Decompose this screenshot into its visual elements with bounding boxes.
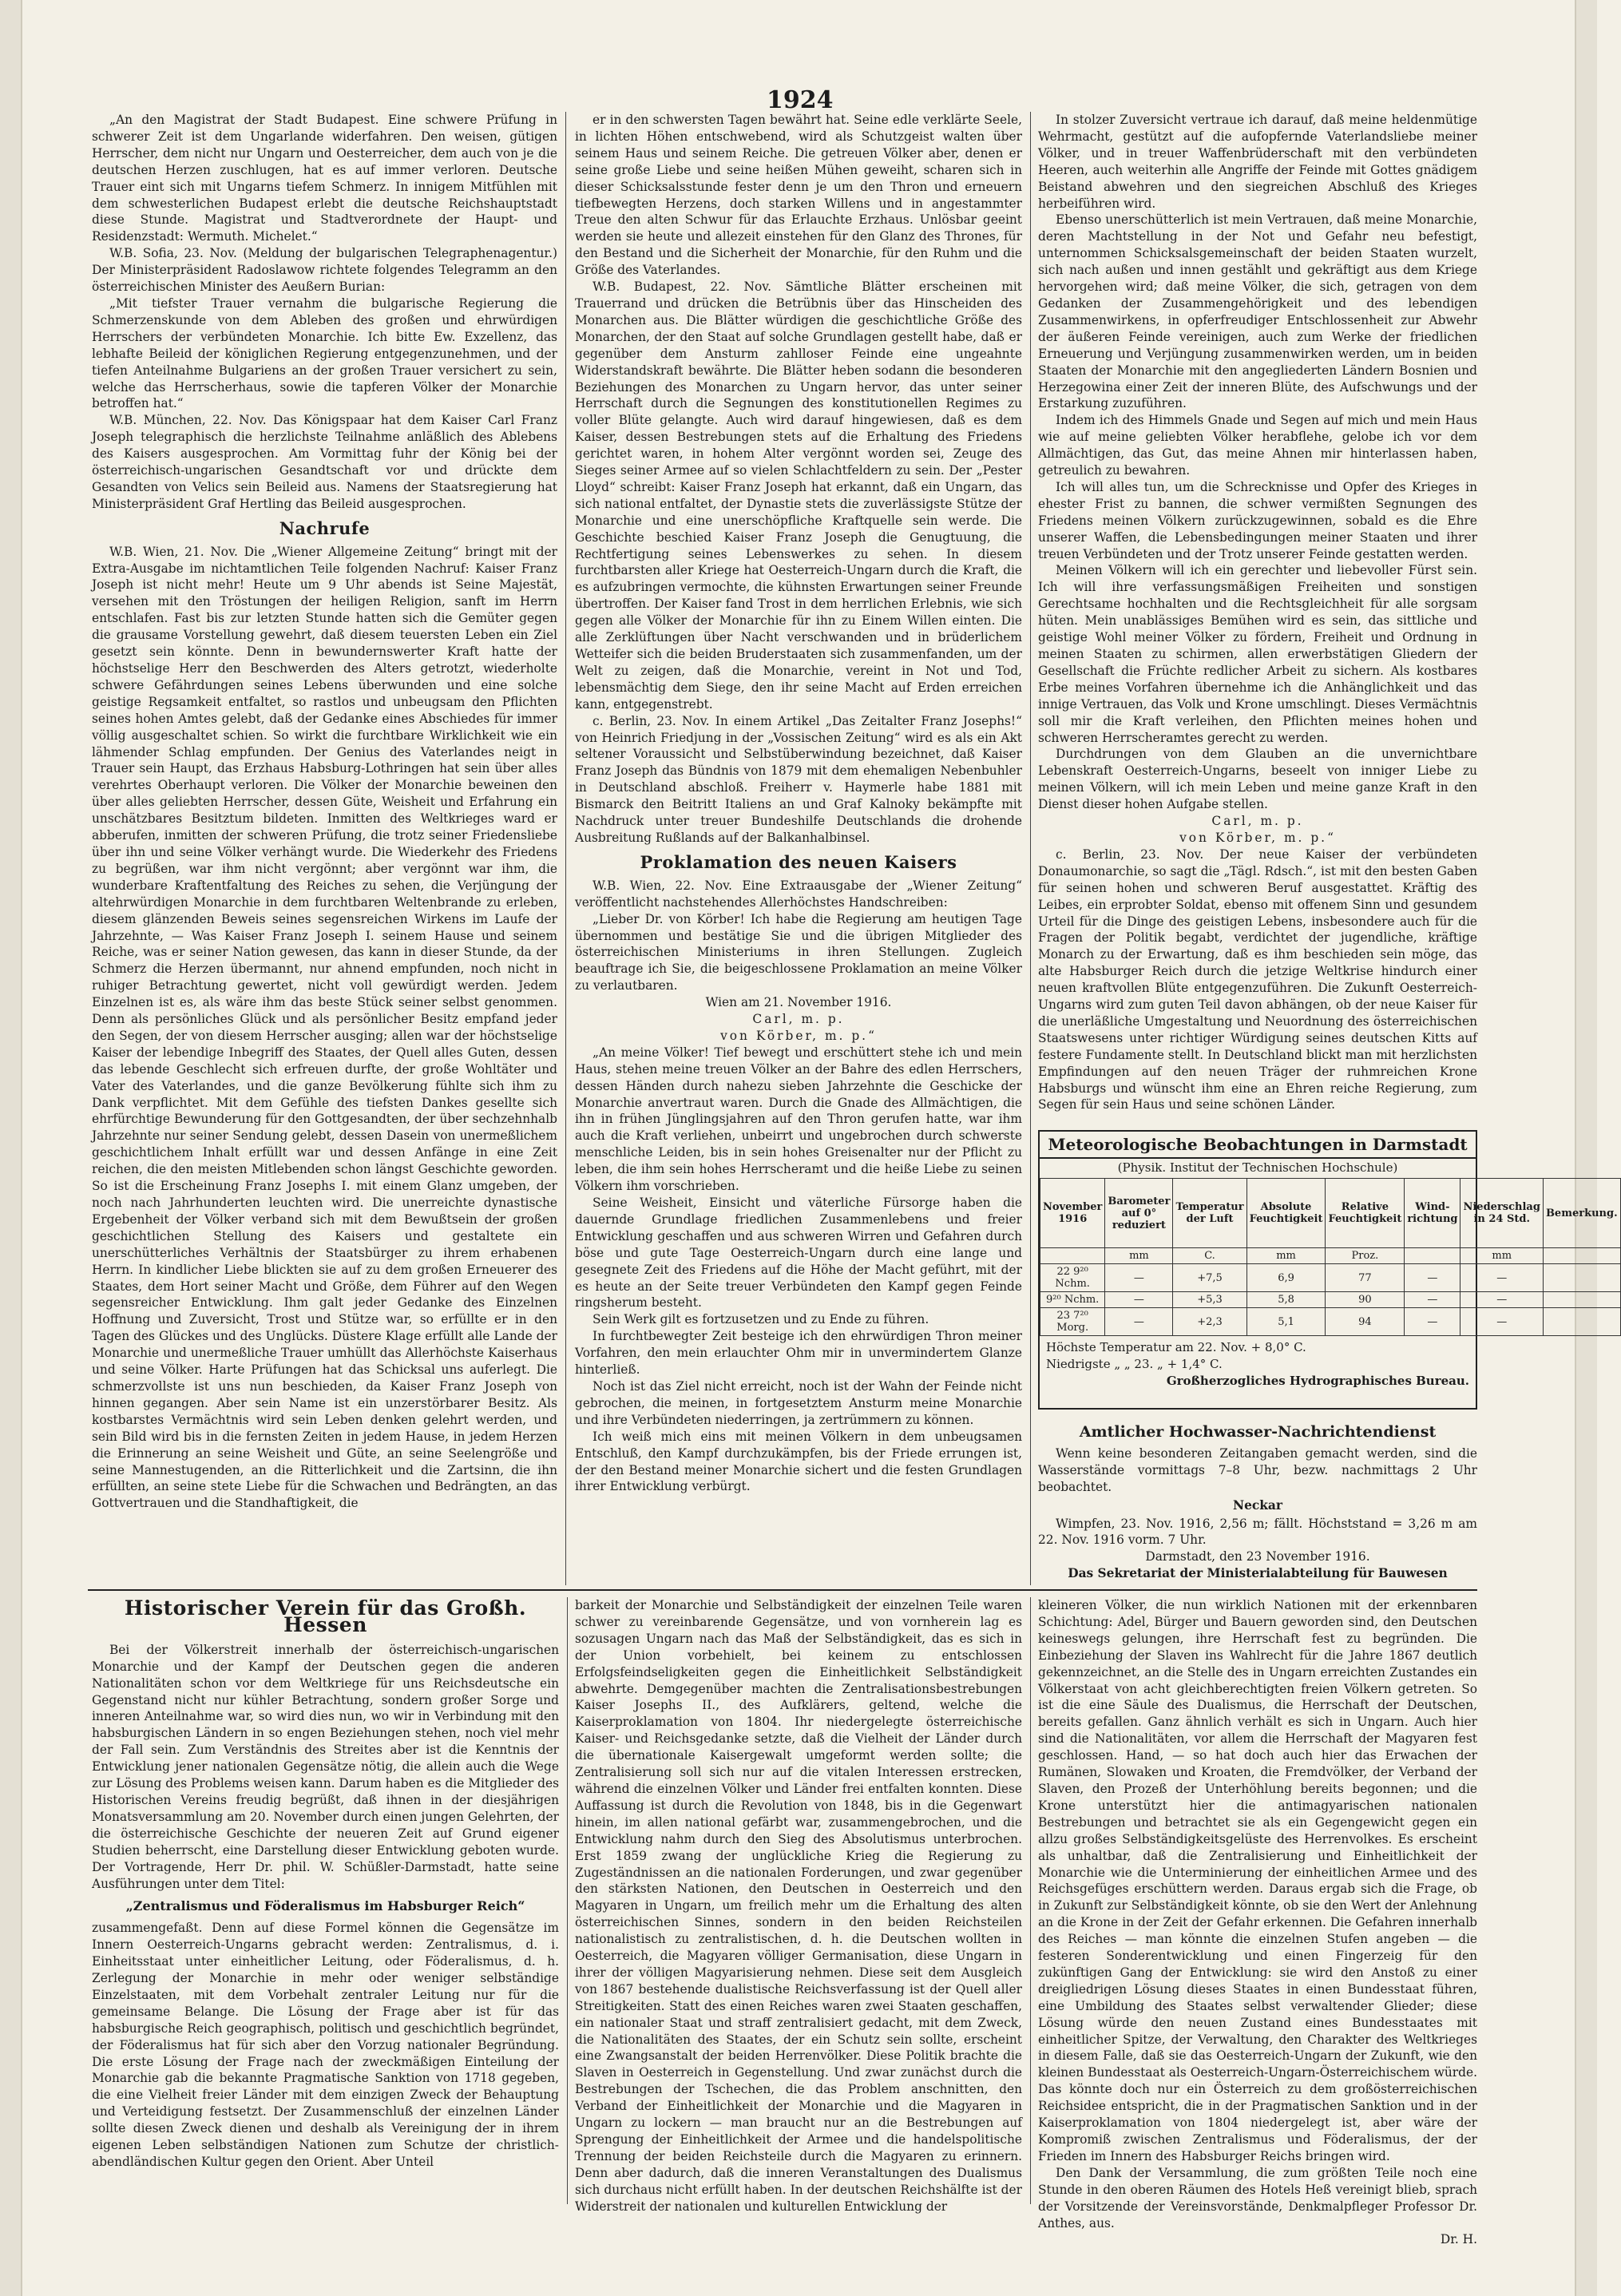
col-header: Temperatur der Luft bbox=[1173, 1179, 1246, 1248]
weather-table-header bbox=[1040, 1179, 1621, 1248]
weather-table bbox=[1040, 1178, 1621, 1336]
cell: +2,3 bbox=[1173, 1308, 1246, 1336]
article-paragraph: Bei der Völkerstreit innerhalb der österreichisch-ungarischen Monarchie und der Kampf der Deutschen gegen die anderen Nationalitäten schon vor dem Weltkriege für uns Reichsdeutsche ein Gegenstand nicht nur kühler Betrachtung, sondern großer Sorge und inneren Anteilnahme war, so wird dies nun, wo wir in Verbindung mit den habsburgischen Ländern in so engen Beziehungen stehen, noch viel mehr der Fall sein. Zum Verständnis des Streites aber ist die Kenntnis der Entwicklung jener nationalen Gegensätze nötig, die allein auch die Wege zur Lösung des Problems weisen kann. Darum haben es die Mitglieder des Historischen Vereins freudig begrüßt, daß ihnen in der diesjährigen Monatsversammlung am 20. November durch einen jungen Gelehrten, der die österreichische Geschichte der neueren Zeit auf Grund eigener Studien beherrscht, eine Darstellung dieser Entwicklung geboten wurde. Der Vortragende, Herr Dr. phil. W. Schüßler-Darmstadt, hatte seine Ausführungen unter dem Titel: bbox=[92, 1642, 559, 1891]
article-paragraph: barkeit der Monarchie und Selbständigkeit der einzelnen Teile waren schwer zu vereinbarende Gegensätze, und von vornherein lag es sozusagen Ungarn nach das Maß der Selbständigkeit, das es sich in der Union vorbehielt, bei keinem zu entschlossen Erfolgsfeindseligkeiten gegen die Einheitlichkeit Selbständigkeit abwehrte. Demgegenüber machten die Zentralisationsbestrebungen Kaiser Josephs II., des Aufklärers, geltend, welche die Kaiserproklamation von 1804. Ihr niedergelegte österreichische Kaiser- und Reichsgedanke setzte, daß die Vielheit der Länder durch die übernationale Kaisergewalt umgeformt werden sollte; die Zentralisierung soll sich nur auf die vitalen Interessen erstrecken, während die einzelnen Völker und Länder frei entfalten konnten. Diese Auffassung ist durch die Revolution von 1848, bis in die Gegenwart hinein, im allen national gefärbt war, zusammengebrochen, und die Entwicklung nahm durch den Sieg des Absolutismus unterbrochen. Erst 1859 zwang der unglückliche Krieg die Regierung zu Zugeständnissen an die nationalen Forderungen, und zwar gegenüber den stärksten Nationen, den Deutschen in Oesterreich und den Magyaren in Ungarn, um freilich mehr um die Erhaltung des alten österreichischen Sinnes, sondern in den beiden Reichsteilen nationalistisch zu zentralistischen, d. h. die Deutschen wollten in Oesterreich, die Magyaren völliger Germanisation, diese Ungarn in ihrer der völligen Magyarisierung nehmen. Diese seit dem Ausgleich von 1867 bestehende dualistische Reichsverfassung ist der Quell aller Streitigkeiten. Statt des einen Reiches waren zwei Staaten geschaffen, ein nationaler Staat und straff zentralisiert gedacht, mit dem Zweck, die Nationalitäten des Staates, der ein Schutz sein sollte, erscheint eine Zwangsanstalt der beiden Herrenvölker. Diese Politik brachte die Slaven in Oesterreich in Gegenstellung. Und zwar zunächst durch die Bestrebungen der Tschechen, die das Problem anschnitten, den Verband der Einheitlichkeit der Monarchie und die Magyaren in Ungarn zu lockern — man braucht nur an die Bestrebungen auf Sprengung der Einheitlichkeit der Armee und die handelspolitische Trennung der beiden Reichsteile durch die Magyaren zu erinnern. Denn aber dadurch, daß die inneren Veranstaltungen des Dualismus sich durchaus nicht erfüllt haben. In der deutschen Reichshälfte ist der Widerstreit der nationalen und kulturellen Entwicklung der bbox=[575, 1598, 1022, 2214]
unit-cell: C. bbox=[1173, 1248, 1246, 1264]
unit-cell: mm bbox=[1460, 1248, 1543, 1264]
article-paragraph: Noch ist das Ziel nicht erreicht, noch ist der Wahn der Feinde nicht gebrochen, die meinen, in fortgesetztem Ansturm meine Monarchie und ihre Verbündeten niederringen, ja zertrümmern zu können. bbox=[575, 1378, 1022, 1427]
cell: 6,9 bbox=[1246, 1264, 1326, 1292]
article-paragraph: Ebenso unerschütterlich ist mein Vertrauen, daß meine Monarchie, deren Machtstellung in der Not und Gefahr neu befestigt, unternommen Schicksalsgemeinschaft der beiden Staaten wurzelt, sich nach außen und innen gestählt und gekräftigt aus dem Kriege hervorgehen wird; daß meine Völker, die sich, getragen von dem Gedanken der Zusammengehörigkeit und des lebendigen Zusammenwirkens, in opferfreudiger Entschlossenheit zur Abwehr der äußeren Feinde vereinigen, auch zum Werke der friedlichen Erneuerung und Verjüngung zusammenwirken werden, um in beiden Staaten der Monarchie mit den angegliederten Ländern Bosnien und Herzegowina einer Zeit der inneren Blüte, des Aufschwungs und der Erstarkung zuzuführen. bbox=[1038, 212, 1477, 411]
historical-society-title: Historischer Verein für das Großh. Hessen bbox=[124, 1596, 527, 1636]
signature-koerber: von Körber, m. p.“ bbox=[720, 1028, 877, 1043]
cell: — bbox=[1460, 1264, 1543, 1292]
lower-column-3 bbox=[1038, 1597, 1477, 2247]
article-paragraph: c. Berlin, 23. Nov. Der neue Kaiser der verbündeten Donaumonarchie, so sagt die „Tägl. Rdsch.“, ist mit den besten Gaben für seinen hohen und schweren Beruf ausgestattet. Kräftig des Leibes, ein erprobter Soldat, ebenso mit offenem Sinn und gesundem Urteil für die Dinge des geistigen Lebens, insbesondere auch für die Fragen der Politik begabt, verdichtet der jugendliche, kräftige Monarch zu der Erwartung, daß es ihm beschieden sein möge, das alte Habsburger Reich durch die jetzige Weltkrise hindurch einer neuen kraftvollen Blüte entgegenzuführen. Die Zukunft Oesterreich-Ungarns wird zum guten Teil davon abhängen, ob der neue Kaiser für die unerläßliche Umgestaltung und Neuordnung des österreichischen Staatswesens unter richtiger Würdigung seines deutschen Kitts auf festere Fundamente stellt. In Deutschland blickt man mit herzlichsten Empfindungen auf den neuen Träger der ruhmreichen Krone Habsburgs und wünscht ihm eine an Ehren reiche Regierung, zum Segen für sein Haus und seine schönen Länder. bbox=[1038, 847, 1477, 1112]
col-header: Barometer auf 0° reduziert bbox=[1105, 1179, 1173, 1248]
weather-box-subtitle: (Physik. Institut der Technischen Hochschule) bbox=[1117, 1160, 1398, 1175]
cell bbox=[1543, 1264, 1620, 1292]
article-paragraph: Ich will alles tun, um die Schrecknisse und Opfer des Krieges in ehester Frist zu bannen, die schwer vermißten Segnungen des Friedens meinen Völkern zurückzugewinnen, sobald es die Ehre unserer Waffen, die Lebensbedingungen meiner Staaten und ihrer treuen Verbündeten und der Trotz unserer Feinde gestatten werden. bbox=[1038, 479, 1477, 561]
article-paragraph: Den Dank der Versammlung, die zum größten Teile noch eine Stunde in den oberen Räumen des Hotels Heß vereinigt blieb, sprach der Vorsitzende der Vereinsvorstände, Denkmalpfleger Professor Dr. Anthes, aus. bbox=[1038, 2165, 1477, 2231]
article-paragraph: W.B. Wien, 21. Nov. Die „Wiener Allgemeine Zeitung“ bringt mit der Extra-Ausgabe im nichtamtlichen Teile folgenden Nachruf: Kaiser Franz Joseph ist nicht mehr! Heute um 9 Uhr abends ist Seine Majestät, versehen mit den Tröstungen der heiligen Religion, sanft im Herrn entschlafen. Fast bis zur letzten Stunde hatten sich die Gemüter gegen die grausame Vorstellung gewehrt, daß diesem teuersten Leben ein Ziel gesetzt sein könnte. Denn in bewundernswerter Kraft hatte der höchstselige Herr den Beschwerden des Alters getrotzt, wiederholte schwere Gefährdungen seines Lebens überwunden und eine solche geistige Regsamkeit entfaltet, so rastlos und unbeugsam den Pflichten seines hohen Amtes gelebt, daß der Gedanke eines Abschiedes für immer völlig ausgeschaltet schien. So wirkt die furchtbare Wirklichkeit wie ein lähmender Schlag empfunden. Der Genius des Vaterlandes neigt in Trauer sein Haupt, das Erzhaus Habsburg-Lothringen hat sein über alles verehrtes Oberhaupt verloren. Die Völker der Monarchie beweinen den über alles geliebten Herrscher, dessen Güte, Weisheit und Erfahrung ein unschätzbares Besitztum bildeten. Inmitten des Weltkrieges ward er abberufen, inmitten der schweren Prüfung, die trotz seiner Friedensliebe über ihn und seine Völker verhängt wurde. Die Wiederkehr des Friedens zu begrüßen, war ihm nicht vergönnt; aber vergönnt war ihm, die wunderbare Kraftentfaltung des Reiches zu sehen, die Verjüngung der altehrwürdigen Monarchie in dem furchtbaren Weltenbrande zu erleben, diesem glänzenden Beweis seines segensreichen Wirkens im Laufe der Jahrzehnte, — Was Kaiser Franz Joseph I. seinem Hause und seinem Reiche, was er seiner Nation gewesen, das kann in dieser Stunde, da der Schmerz die Herzen übermannt, nur ahnend empfunden, noch nicht in ruhiger Betrachtung gewertet, nicht voll gewürdigt werden. Jedem Einzelnen ist es, als wäre ihm das beste Stück seiner selbst genommen. Denn als persönliches Glück und als persönlicher Besitz empfand jeder den Segen, der von diesem Herrscher ausging; allen war der höchstselige Kaiser der lebendige Inbegriff des Staates, der Quell alles Guten, dessen das lebende Geschlecht sich erfreuen durfte, der große Wohltäter und Vater des Vaterlandes, und die ganze Bevölkerung fühlte sich ihm zu Dank verpflichtet. Mit dem Gefühle des tiefsten Dankes gesellte sich ehrfürchtige Bewunderung für den Gottgesandten, der über sechzehnhalb Jahrzehnte nur seiner Sendung gelebt, dessen Dasein von unermeßlichem geschichtlichem Inhalt erfüllt war und dessen Anfänge in eine Zeit reichen, die den meisten Mitlebenden schon längst Geschichte geworden. So ist die Erscheinung Franz Josephs I. mit einem Glanz umgeben, der noch nach Jahrhunderten leuchten wird. Die unerreichte dynastische Ergebenheit der Völker verband sich mit dem Bewußtsein der großen geschichtlichen Stellung des Kaisers und gestaltete ein unerschütterliches Verhältnis der Staatsbürger zu ihrem erhabenen Herrn. In kindlicher Liebe blickten sie auf zu dem großen Erneuerer des Staates, dem Hort seiner Macht und Größe, dem Führer auf den Wegen segensreicher Entwicklung. Ihm galt jeder Gedanke des Einzelnen Hoffnung und Zuversicht, Trost und Stütze war, so erfüllte er in den Tagen des Glückes und des Unglücks. Düstere Klage erfüllt alle Lande der Monarchie und unermeßliche Trauer umhüllt das Allerhöchste Kaiserhaus und seine Völker. Harte Prüfungen hat das Schicksal uns auferlegt. Die schmerzvollste ist uns nun beschieden, da Kaiser Franz Joseph von hinnen gegangen. Aber sein Name ist ein unzerstörbarer Besitz. Als kostbarstes Vermächtnis wird sein Leben denken gelehrt werden, und sein Bild wird bis in die fernsten Zeiten in jedem Hause, in jedem Herzen die Erinnerung an seine Weisheit und Güte, an seine Seelengröße und seine Mannestugenden, an die Ritterlichkeit und die Zartsinn, die ihn erfüllten, an seine stete Liebe für die Schwachen und Bedrängten, an das Gottvertrauen und die Standhaftigkeit, die bbox=[92, 544, 557, 1511]
cell: 77 bbox=[1326, 1264, 1405, 1292]
article-paragraph: „An den Magistrat der Stadt Budapest. Eine schwere Prüfung in schwerer Zeit ist dem Ungarlande widerfahren. Den weisen, gütigen Herrscher, dem nicht nur Ungarn und Oesterreicher, dem auch von je die deutschen Herzen zuschlugen, hat es auf immer verloren. Deutsche Trauer eint sich mit Ungarns tiefem Schmerz. In innigem Mitfühlen mit dem schwesterlichen Budapest erlebt die deutsche Reichshauptstadt diese Stunde. Magistrat und Stadtverordnete der Haupt- und Residenzstadt: Wermuth. Michelet.“ bbox=[92, 113, 557, 244]
article-paragraph: „Lieber Dr. von Körber! Ich habe die Regierung am heutigen Tage übernommen und bestätige Sie und die übrigen Mitglieder des österreichischen Ministeriums in ihren Stellungen. Zugleich beauftrage ich Sie, die beigeschlossene Proklamation an meine Völker zu verlautbaren. bbox=[575, 911, 1022, 993]
column-3 bbox=[1038, 112, 1477, 1114]
article-paragraph: Wenn keine besonderen Zeitangaben gemacht werden, sind die Wasserstände vormittags 7–8 Uhr, bezw. nachmittags 2 Uhr beobachtet. bbox=[1038, 1445, 1477, 1494]
section-heading-proklamation: Proklamation des neuen Kaisers bbox=[640, 851, 957, 872]
unit-cell bbox=[1543, 1248, 1620, 1264]
column-rule-4 bbox=[1030, 1597, 1031, 2204]
river-name: Neckar bbox=[1233, 1497, 1282, 1513]
cell bbox=[1543, 1308, 1620, 1336]
right-page-edge bbox=[1575, 0, 1597, 2296]
weather-footer bbox=[1040, 1336, 1476, 1393]
signature-carl: Carl, m. p. bbox=[752, 1012, 845, 1027]
cell: 5,1 bbox=[1246, 1308, 1326, 1336]
article-paragraph: kleineren Völker, die nun wirklich Nationen mit der erkennbaren Schichtung: Adel, Bürger und Bauern geworden sind, den Deutschen keineswegs gelungen, ihre Herrschaft fest zu begründen. Die Einbeziehung der Slaven ins Wahlrecht für die Jahre 1867 deutlich gekennzeichnet, an die Stelle des in Ungarn erreichten Zustandes ein Völkerstaat von acht gleichberechtigten freien Völkern getreten. So ist die eine Säule des Dualismus, die Herrschaft der Deutschen, bereits gefallen. Ganz ähnlich verhält es sich in Ungarn. Auch hier sind die Nationalitäten, vor allem die Herrschaft der Magyaren fest geschlossen. Hand, — so hat doch auch hier das Erwachen der Rumänen, Slowaken und Kroaten, die Fremdvölker, der Verband der Slaven, den Prozeß der Unterhöhlung bereits begonnen; und die Krone unterstützt hier die antimagyarischen nationalen Bestrebungen und betrachtet sie als ein Gegengewicht gegen ein allzu großes Selbständigkeitsgelüste des Herrenvolkes. Es erscheint als unhaltbar, daß die Zentralisierung und Einheitlichkeit der Monarchie wie die Unterminierung der einheitlichen Armee und des Reichsgefüges erschüttern werden. Daraus ergab sich die Frage, ob in Zukunft zur Selbständigkeit könnte, ob sie den Wert der Anlehnung an die Krone in der Zeit der Gefahr erkennen. Die Gefahren innerhalb des Reiches — man könnte die einzelnen Stufen angeben — die festeren Sonderentwicklung und einen Fingerzeig für den zukünftigen Gang der Entwicklung: sie wird den Anstoß zu einer dreigliedrigen Lösung dieses Staates in einen Bundesstaat führen, eine Umbildung des Staates selbst verwaltender Glieder; diese Lösung würde den neuen Zustand eines Bundesstaates mit einheitlicher Spitze, der Verwaltung, den Charakter des Weltkrieges in diesem Falle, daß sie das Oesterreich-Ungarn der Zukunft, wie den kleinen Bundesstaat als Oesterreich-Ungarn-Österreichischem würde. Das könnte doch nur ein Österreich zu dem großösterreichischen Reichsidee entspricht, die in der Pragmatischen Sanktion und in der Kaiserproklamation von 1804 niedergelegt ist, aber wäre der Kompromiß zwischen Zentralismus und Föderalismus, der der Frieden im Innern des Habsburger Reichs bringen wird. bbox=[1038, 1598, 1477, 2163]
article-paragraph: W.B. München, 22. Nov. Das Königspaar hat dem Kaiser Carl Franz Joseph telegraphisch die herzlichste Teilnahme anläßlich des Ablebens des Kaisers ausgesprochen. Am Vormittag fuhr der König bei der österreichisch-ungarischen Gesandtschaft vor und drückte dem Gesandten von Velics sein Beileid aus. Namens der Staatsregierung hat Ministerpräsident Graf Hertling das Beileid ausgesprochen. bbox=[92, 413, 557, 511]
author-signature: Dr. H. bbox=[1440, 2232, 1477, 2247]
flood-notice-title: Amtlicher Hochwasser-Nachrichtendienst bbox=[1079, 1423, 1437, 1441]
article-paragraph: Wimpfen, 23. Nov. 1916, 2,56 m; fällt. Höchststand = 3,26 m am 22. Nov. 1916 vorm. 7 Uhr. bbox=[1038, 1516, 1477, 1548]
max-temperature: Höchste Temperatur am 22. Nov. + 8,0° C. bbox=[1046, 1340, 1306, 1354]
weather-units-row bbox=[1040, 1248, 1621, 1264]
unit-cell: mm bbox=[1105, 1248, 1173, 1264]
article-paragraph: In furchtbewegter Zeit besteige ich den ehrwürdigen Thron meiner Vorfahren, den mein erlauchter Ohm mir in unvermindertem Glanze hinterließ. bbox=[575, 1329, 1022, 1378]
flood-notice bbox=[1038, 1418, 1477, 1585]
col-header: November 1916 bbox=[1040, 1179, 1105, 1248]
col-header: Niederschlag in 24 Std. bbox=[1460, 1179, 1543, 1248]
cell bbox=[1543, 1292, 1620, 1308]
lecture-title: „Zentralismus und Föderalismus im Habsburger Reich“ bbox=[125, 1898, 525, 1914]
lower-column-1 bbox=[92, 1597, 559, 2204]
col-header: Bemerkung. bbox=[1543, 1179, 1620, 1248]
article-paragraph: Meinen Völkern will ich ein gerechter und liebevoller Fürst sein. Ich will ihre verfassungsmäßigen Freiheiten und sonstigen Gerechtsame hochhalten und die Rechtsgleichheit für alle sorgsam hüten. Mein unablässiges Bemühen wird es sein, das sittliche und geistige Wohl meiner Völker zu fördern, Freiheit und Ordnung in meinen Staaten zu schirmen, allen erwerbstätigen Gliedern der Gesellschaft die Früchte redlicher Arbeit zu sichern. Als kostbares Erbe meines Vorfahren übernehme ich die Anhänglichkeit und das innige Vertrauen, das Volk und Krone umschlingt. Dieses Vermächtnis soll mir die Kraft verleihen, den Pflichten meines hohen und schweren Herrscheramtes gerecht zu werden. bbox=[1038, 563, 1477, 745]
cell: — bbox=[1405, 1308, 1460, 1336]
cell: 5,8 bbox=[1246, 1292, 1326, 1308]
column-rule-1 bbox=[565, 112, 566, 1585]
article-paragraph: „Mit tiefster Trauer vernahm die bulgarische Regierung die Schmerzenskunde von dem Ableben des großen und ehrwürdigen Herrschers der verbündeten Monarchie. Ich bitte Ew. Exzellenz, das lebhafte Beileid der königlichen Regierung entgegenzunehmen, und der tiefen Anteilnahme Bulgariens an der großen Trauer versichert zu sein, welche das Herrscherhaus, sowie die tapferen Völker der Monarchie betroffen hat.“ bbox=[92, 295, 557, 411]
cell: — bbox=[1460, 1308, 1543, 1336]
column-rule-3 bbox=[567, 1597, 568, 2204]
unit-cell bbox=[1040, 1248, 1105, 1264]
flood-secretariat: Das Sekretariat der Ministerialabteilung für Bauwesen bbox=[1068, 1566, 1448, 1581]
lower-column-2 bbox=[575, 1597, 1022, 2214]
cell: 90 bbox=[1326, 1292, 1405, 1308]
min-temperature: Niedrigste „ „ 23. „ + 1,4° C. bbox=[1046, 1357, 1223, 1371]
article-paragraph: c. Berlin, 23. Nov. In einem Artikel „Das Zeitalter Franz Josephs!“ von Heinrich Friedjung in der „Vossischen Zeitung“ wird es als ein Akt seltener Voraussicht und Selbstüberwindung bezeichnet, daß Kaiser Franz Joseph das Bündnis von 1879 mit dem ehemaligen Nebenbuhler in Deutschland abschloß. Freiherr v. Haymerle habe 1881 mit Bismarck den Beitritt Italiens an und Graf Kalnoky bekämpfte mit Nachdruck unter treuer Bundeshilfe Deutschlands die drohende Ausbreitung Rußlands auf der Balkanhalbinsel. bbox=[575, 713, 1022, 845]
article-paragraph: W.B. Wien, 22. Nov. Eine Extraausgabe der „Wiener Zeitung“ veröffentlicht nachstehendes Allerhöchstes Handschreiben: bbox=[575, 878, 1022, 910]
unit-cell: mm bbox=[1246, 1248, 1326, 1264]
article-paragraph: Seine Weisheit, Einsicht und väterliche Fürsorge haben die dauernde Grundlage friedlichen Zusammenlebens und freier Entwicklung geschaffen und aus schweren Wirren und Gefahren durch böse und gute Tage Oesterreich-Ungarn durch eine lange und gesegnete Zeit des Friedens auf die Höhe der Macht geführt, mit der es heute an der Seite treuer Verbündeten den Kampf gegen Feinde ringsherum besteht. bbox=[575, 1196, 1022, 1311]
table-row bbox=[1040, 1264, 1621, 1292]
article-paragraph: Indem ich des Himmels Gnade und Segen auf mich und mein Haus wie auf meine geliebten Völker herabflehe, gelobe ich vor dem Allmächtigen, das Gut, das meine Ahnen mir hinterlassen haben, getreulich zu bewahren. bbox=[1038, 413, 1477, 478]
cell: — bbox=[1405, 1292, 1460, 1308]
col-header: Relative Feuchtigkeit bbox=[1326, 1179, 1405, 1248]
unit-cell bbox=[1405, 1248, 1460, 1264]
column-rule-2 bbox=[1030, 112, 1031, 1585]
cell: — bbox=[1405, 1264, 1460, 1292]
column-2 bbox=[575, 112, 1022, 1585]
cell: 9²⁰ Nchm. bbox=[1040, 1292, 1105, 1308]
weather-bureau: Großherzogliches Hydrographisches Bureau. bbox=[1166, 1374, 1469, 1388]
signature-carl: Carl, m. p. bbox=[1211, 814, 1304, 829]
cell: 23 7²⁰ Morg. bbox=[1040, 1308, 1105, 1336]
article-paragraph: In stolzer Zuversicht vertraue ich darauf, daß meine heldenmütige Wehrmacht, gestützt auf die aufopfernde Vaterlandsliebe meiner Völker, und in treuer Waffenbrüderschaft mit den verbündeten Heeren, auch weiterhin alle Angriffe der Feinde mit Gottes gnädigem Beistand abwehren und den siegreichen Abschluß des Krieges herbeiführen wird. bbox=[1038, 113, 1477, 211]
section-heading-nachrufe: Nachrufe bbox=[279, 517, 371, 538]
article-paragraph: zusammengefaßt. Denn auf diese Formel können die Gegensätze im Innern Oesterreich-Ungarns gebracht werden: Zentralismus, d. i. Einheitsstaat unter einheitlicher Leitung, oder Föderalismus, d. h. Zerlegung der Monarchie in mehr oder weniger selbständige Einzelstaaten, mit dem Vorbehalt zentraler Leitung nur für die gemeinsame Belange. Die Lösung der Frage aber ist für das habsburgische Reich geographisch, politisch und geschichtlich begründet, der Föderalismus hat für sich aber den Vorzug nationaler Begründung. Die erste Lösung der Frage nach der zweckmäßigen Einteilung der Monarchie gab die bekannte Pragmatische Sanktion von 1718 gegeben, die eine Vielheit freier Länder mit dem einzigen Zweck der Behauptung und Verteidigung festsetzt. Der Zusammenschluß der einzelnen Länder sollte diesen Zweck dienen und deshalb als Vereinigung der in ihrem eigenen Leben selbständigen Nationen zum Schutze der christlich-abendländischen Kultur gegen den Orient. Aber Unteil bbox=[92, 1921, 559, 2169]
cell: 94 bbox=[1326, 1308, 1405, 1336]
col-header: Absolute Feuchtigkeit bbox=[1246, 1179, 1326, 1248]
article-paragraph: er in den schwersten Tagen bewährt hat. Seine edle verklärte Seele, in lichten Höhen entschwebend, wird als Schutzgeist walten über seinem Haus und seinem Reiche. Die getreuen Völker aber, denen er seine große Liebe und seine heißen Mühen geweiht, scharen sich in dieser Schicksalsstunde fester denn je um den Thron und erneuern tiefbewegten Herzens, doch starken Willens und in angestammter Treue den alten Schwur für das Erlauchte Erzhaus. Unlösbar geeint werden sie heute und allezeit einstehen für den Glanz des Thrones, für den Bestand und die Sicherheit der Monarchie, für den Ruhm und die Größe des Vaterlandes. bbox=[575, 113, 1022, 278]
table-row bbox=[1040, 1308, 1621, 1336]
article-paragraph: W.B. Sofia, 23. Nov. (Meldung der bulgarischen Telegraphenagentur.) Der Ministerpräsident Radoslawow richtete folgendes Telegramm an den österreichischen Minister des Aeußern Burian: bbox=[92, 246, 557, 295]
cell: +5,3 bbox=[1173, 1292, 1246, 1308]
flood-date: Darmstadt, den 23 November 1916. bbox=[1145, 1549, 1370, 1564]
col-header: Wind-richtung bbox=[1405, 1179, 1460, 1248]
cell: — bbox=[1105, 1292, 1173, 1308]
weather-box-title: Meteorologische Beobachtungen in Darmstadt bbox=[1040, 1132, 1476, 1159]
unit-cell: Proz. bbox=[1326, 1248, 1405, 1264]
cell: +7,5 bbox=[1173, 1264, 1246, 1292]
article-paragraph: „An meine Völker! Tief bewegt und erschüttert stehe ich und mein Haus, stehen meine treuen Völker an der Bahre des edlen Herrschers, dessen Händen durch nahezu sieben Jahrzehnte die Geschicke der Monarchie anvertraut waren. Durch die Gnade des Allmächtigen, die ihn in frühen Jünglingsjahren auf den Thron gerufen hatte, war ihm auch die Kraft verliehen, unbeirrt und ungebrochen durch schwerste menschliche Leiden, bis in sein hohes Greisenalter nur der Pflicht zu leben, die ihm sein hohes Herrscheramt und die heiße Liebe zu seinen Völkern ihm vorschrieben. bbox=[575, 1045, 1022, 1194]
page-number: 1924 bbox=[767, 86, 834, 114]
cell: — bbox=[1460, 1292, 1543, 1308]
column-1 bbox=[92, 112, 557, 1585]
weather-observations-box bbox=[1038, 1130, 1618, 1410]
signature-koerber: von Körber, m. p.“ bbox=[1179, 830, 1336, 845]
cell: — bbox=[1105, 1264, 1173, 1292]
place-date: Wien am 21. November 1916. bbox=[705, 995, 892, 1010]
section-divider bbox=[88, 1589, 1477, 1591]
left-page-edge bbox=[0, 0, 22, 2296]
article-paragraph: Sein Werk gilt es fortzusetzen und zu Ende zu führen. bbox=[593, 1312, 929, 1327]
article-paragraph: Durchdrungen von dem Glauben an die unvernichtbare Lebenskraft Oesterreich-Ungarns, beseelt von inniger Liebe zu meinen Völkern, will ich mein Leben und meine ganze Kraft in den Dienst dieser hohen Aufgabe stellen. bbox=[1038, 747, 1477, 812]
article-paragraph: W.B. Budapest, 22. Nov. Sämtliche Blätter erscheinen mit Trauerrand und drücken die Betrübnis über das Hinscheiden des Monarchen aus. Die Blätter würdigen die geschichtliche Größe des Monarchen, der den Staat auf solche Grundlagen gestellt habe, daß er gegenüber dem Ansturm zahlloser Feinde eine ungeahnte Widerstandskraft bewährte. Die Blätter heben sodann die besonderen Beziehungen des Monarchen zu Ungarn hervor, das unter seiner Herrschaft durch die Segnungen des konstitutionellen Regimes zu voller Blüte gelangte. Auch wird darauf hingewiesen, daß es dem Kaiser, dessen Bestrebungen stets auf die Erhaltung des Friedens gerichtet waren, in hohem Alter vergönnt worden sei, Zeuge des Sieges seiner Armee auf so vielen Schlachtfeldern zu sein. Der „Pester Lloyd“ schreibt: Kaiser Franz Joseph hat erkannt, daß ein Ungarn, das sich national entfaltet, der Dynastie stets die zuverlässigste Stütze der Monarchie und eine unerschöpfliche Kraftquelle sein werde. Die Geschichte beschied Kaiser Franz Joseph die Genugtuung, die Rechtfertigung seines Lebenswerkes zu sehen. In diesem furchtbarsten aller Kriege hat Oesterreich-Ungarn durch die Kraft, die es aufzubringen vermochte, die kühnsten Erwartungen seiner Freunde übertroffen. Der Kaiser fand Trost in dem herrlichen Erlebnis, wie sich gegen alle Völker der Monarchie für ihn zu Einem Willen einten. Die alle Zerklüftungen über Nacht verschwanden und in brüderlichem Wetteifer sich die beiden Bruderstaaten sich zusammenfanden, um der Welt zu zeigen, daß die Monarchie, vereint in Not und Tod, lebensmächtig dem Siege, den ihr seine Macht auf Erden erreichen kann, entgegenstrebt. bbox=[575, 280, 1022, 712]
cell: 22 9²⁰ Nchm. bbox=[1040, 1264, 1105, 1292]
table-row bbox=[1040, 1292, 1621, 1308]
article-paragraph: Ich weiß mich eins mit meinen Völkern in dem unbeugsamen Entschluß, den Kampf durchzukämpfen, bis der Friede errungen ist, der den Bestand meiner Monarchie sichert und die festen Grundlagen ihrer Entwicklung verbürgt. bbox=[575, 1429, 1022, 1494]
cell: — bbox=[1105, 1308, 1173, 1336]
